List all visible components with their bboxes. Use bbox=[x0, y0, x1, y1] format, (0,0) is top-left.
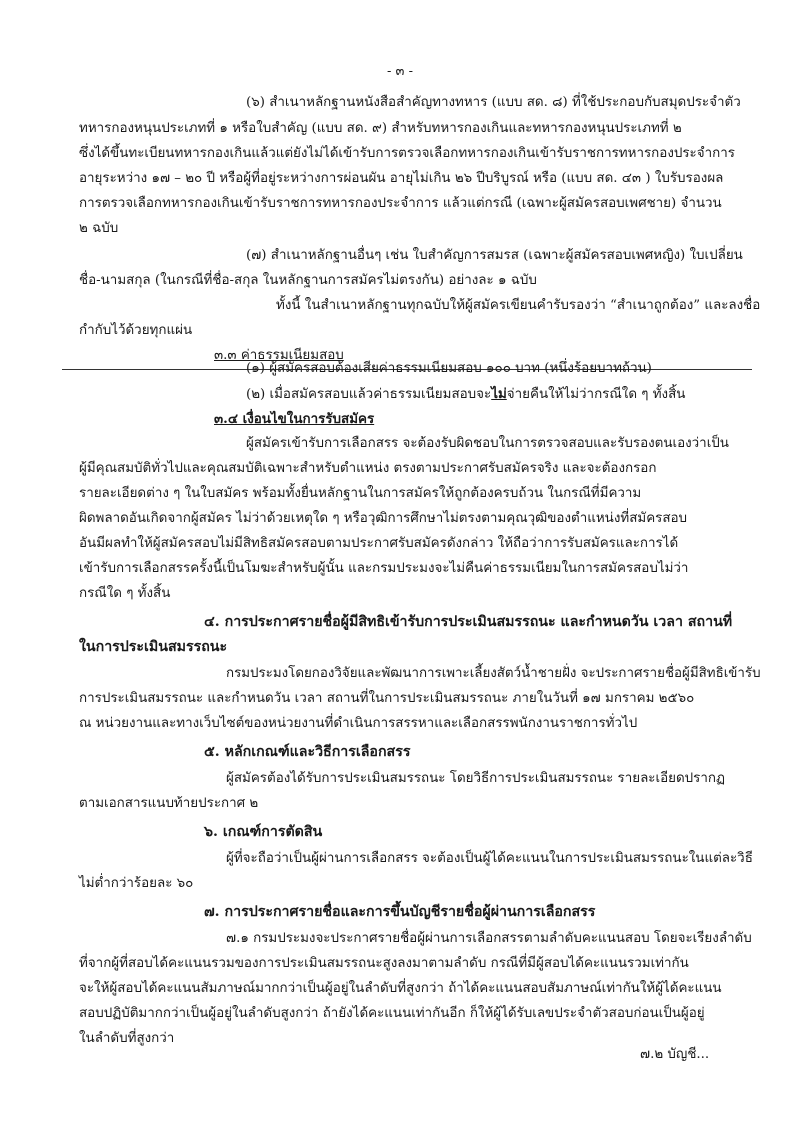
item-6-line-1: (๖) สำเนาหลักฐานหนังสือสำคัญทางทหาร (แบบ สด. ๘) ที่ใช้ประกอบกับสมุดประจำตัว bbox=[246, 95, 741, 110]
section-3-4-heading: ๓.๔ เงื่อนไขในการรับสมัคร bbox=[214, 411, 375, 427]
section-4-heading-line-1: ๔. การประกาศรายชื่อผู้มีสิทธิเข้ารับการประเมินสมรรถนะ และกำหนดวัน เวลา สถานที่ bbox=[204, 614, 733, 630]
fee-item-2-part-a: (๒) เมื่อสมัครสอบแล้วค่าธรรมเนียมสอบจะ bbox=[246, 387, 492, 402]
conditions-line-5: อันมีผลทำให้ผู้สมัครสอบไม่มีสิทธิสมัครสอบตามประกาศรับสมัครดังกล่าว ให้ถือว่าการรับสมัครและการได้ bbox=[79, 536, 679, 551]
conditions-line-3: รายละเอียดต่าง ๆ ในใบสมัคร พร้อมทั้งยื่นหลักฐานในการสมัครให้ถูกต้องครบถ้วน ในกรณีที่มีความ bbox=[79, 486, 642, 501]
fee-item-2 bbox=[246, 384, 685, 405]
section-6-body-line-2: ไม่ต่ำกว่าร้อยละ ๖๐ bbox=[79, 876, 194, 891]
fee-item-2-emphasis: ไม่ bbox=[491, 386, 507, 402]
certification-note-line-1: ทั้งนี้ ในสำเนาหลักฐานทุกฉบับให้ผู้สมัครเขียนคำรับรองว่า “สำเนาถูกต้อง” และลงชื่อ bbox=[276, 298, 761, 313]
section-7-heading: ๗. การประกาศรายชื่อและการขึ้นบัญชีรายชื่อผู้ผ่านการเลือกสรร bbox=[204, 904, 596, 920]
conditions-line-6: เข้ารับการเลือกสรรครั้งนี้เป็นโมฆะสำหรับผู้นั้น และกรมประมงจะไม่คืนค่าธรรมเนียมในการสมัครสอบไม่ว่า bbox=[79, 561, 689, 576]
conditions-line-4: ผิดพลาดอันเกิดจากผู้สมัคร ไม่ว่าด้วยเหตุใด ๆ หรือวุฒิการศึกษาไม่ตรงตามคุณวุฒิของตำแหน่งที่สมัครสอบ bbox=[79, 511, 688, 526]
section-5-body-line-2: ตามเอกสารแนบท้ายประกาศ ๒ bbox=[79, 796, 259, 811]
section-7-1-line-5: ในลำดับที่สูงกว่า bbox=[79, 1031, 175, 1046]
item-6-line-4: อายุระหว่าง ๑๗ – ๒๐ ปี หรือผู้ที่อยู่ระหว่างการผ่อนผัน อายุไม่เกิน ๒๖ ปีบริบูรณ์ หรือ (แบบ สด. ๔๓ ) ใบรับรองผล bbox=[79, 171, 724, 186]
page-continuation: ๗.๒ บัญชี... bbox=[640, 1047, 710, 1062]
item-6-line-5: การตรวจเลือกทหารกองเกินเข้ารับราชการทหารกองประจำการ แล้วแต่กรณี (เฉพาะผู้สมัครสอบเพศชาย) จำนวน bbox=[79, 196, 722, 211]
conditions-line-1: ผู้สมัครเข้ารับการเลือกสรร จะต้องรับผิดชอบในการตรวจสอบและรับรองตนเองว่าเป็น bbox=[246, 436, 729, 451]
section-7-1-line-2: ที่จากผู้ที่สอบได้คะแนนรวมของการประเมินสมรรถนะสูงลงมาตามลำดับ กรณีที่มีผู้สอบได้คะแนนรวมเท่ากัน bbox=[79, 956, 689, 971]
certification-note-line-2: กำกับไว้ด้วยทุกแผ่น bbox=[79, 323, 193, 338]
item-6-line-2: ทหารกองหนุนประเภทที่ ๑ หรือใบสำคัญ (แบบ สด. ๙) สำหรับทหารกองเกินและทหารกองหนุนประเภทที่ ๒ bbox=[79, 121, 682, 136]
fee-item-1: (๑) ผู้สมัครสอบต้องเสียค่าธรรมเนียมสอบ ๑๐๐ บาท (หนึ่งร้อยบาทถ้วน) bbox=[246, 361, 652, 376]
section-6-body-line-1: ผู้ที่จะถือว่าเป็นผู้ผ่านการเลือกสรร จะต้องเป็นผู้ได้คะแนนในการประเมินสมรรถนะในแต่ละวิธี bbox=[226, 851, 753, 866]
section-4-body-line-3: ณ หน่วยงานและทางเว็บไซต์ของหน่วยงานที่ดำเนินการสรรหาและเลือกสรรพนักงานราชการทั่วไป bbox=[79, 716, 638, 731]
section-7-1-line-4: สอบปฏิบัติมากกว่าเป็นผู้อยู่ในลำดับสูงกว่า ถ้ายังได้คะแนนเท่ากันอีก ก็ให้ผู้ได้รับเลขประจำตัวสอบก่อนเป็นผู้อยู่ bbox=[79, 1006, 705, 1021]
section-4-body-line-2: การประเมินสมรรถนะ และกำหนดวัน เวลา สถานที่ในการประเมินสมรรถนะ ภายในวันที่ ๑๗ มกราคม ๒๕๖๐ bbox=[79, 691, 695, 706]
item-7-line-1: (๗) สำเนาหลักฐานอื่นๆ เช่น ใบสำคัญการสมรส (เฉพาะผู้สมัครสอบเพศหญิง) ใบเปลี่ยน bbox=[246, 248, 743, 263]
section-7-1-line-1: ๗.๑ กรมประมงจะประกาศรายชื่อผู้ผ่านการเลือกสรรตามลำดับคะแนนสอบ โดยจะเรียงลำดับ bbox=[226, 931, 752, 946]
section-5-body-line-1: ผู้สมัครต้องได้รับการประเมินสมรรถนะ โดยวิธีการประเมินสมรรถนะ รายละเอียดปรากฏ bbox=[226, 771, 725, 786]
section-7-1-line-3: จะให้ผู้สอบได้คะแนนสัมภาษณ์มากกว่าเป็นผู้อยู่ในลำดับที่สูงกว่า ถ้าได้คะแนนสอบสัมภาษณ์เท่ากันให้ผู้ได้คะแนน bbox=[79, 981, 722, 996]
item-6-line-6: ๒ ฉบับ bbox=[79, 221, 119, 236]
section-3-3-heading: ๓.๓ ค่าธรรมเนียมสอบ bbox=[214, 348, 344, 363]
conditions-line-7: กรณีใด ๆ ทั้งสิ้น bbox=[79, 586, 171, 601]
page-number: - ๓ - bbox=[387, 64, 413, 79]
section-6-heading: ๖. เกณฑ์การตัดสิน bbox=[204, 824, 323, 840]
item-6-line-3: ซึ่งได้ขึ้นทะเบียนทหารกองเกินแล้วแต่ยังไม่ได้เข้ารับการตรวจเลือกทหารกองเกินเข้ารับราชการทหารกองประจำการ bbox=[79, 146, 735, 161]
section-4-heading-line-2: ในการประเมินสมรรถนะ bbox=[79, 639, 228, 655]
section-4-body-line-1: กรมประมงโดยกองวิจัยและพัฒนาการเพาะเลี้ยงสัตว์น้ำชายฝั่ง จะประกาศรายชื่อผู้มีสิทธิเข้ารับ bbox=[226, 666, 761, 681]
item-7-line-2: ชื่อ-นามสกุล (ในกรณีที่ชื่อ-สกุล ในหลักฐานการสมัครไม่ตรงกัน) อย่างละ ๑ ฉบับ bbox=[79, 273, 537, 288]
fee-item-2-part-c: จ่ายคืนให้ไม่ว่ากรณีใด ๆ ทั้งสิ้น bbox=[506, 387, 686, 402]
section-5-heading: ๕. หลักเกณฑ์และวิธีการเลือกสรร bbox=[204, 744, 411, 760]
conditions-line-2: ผู้มีคุณสมบัติทั่วไปและคุณสมบัติเฉพาะสำหรับตำแหน่ง ตรงตามประกาศรับสมัครจริง และจะต้องกรอก bbox=[79, 461, 657, 476]
